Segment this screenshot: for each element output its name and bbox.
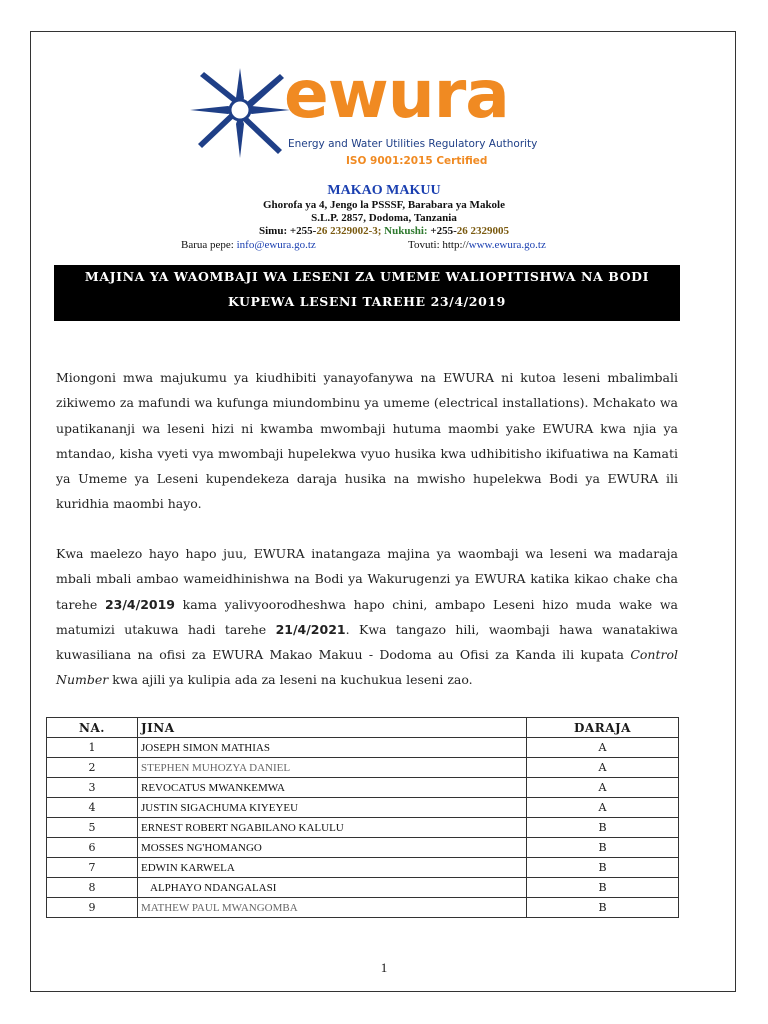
table-row (47, 838, 679, 858)
table-row (47, 778, 679, 798)
website-label: Tovuti: http:// (408, 239, 469, 251)
phone-label: Simu: +255- (259, 225, 317, 237)
expiry-date: 21/4/2021 (275, 621, 346, 637)
table-row (47, 878, 679, 898)
approval-date: 23/4/2019 (104, 596, 175, 612)
header-jina: JINA (138, 718, 527, 738)
ewura-logo (190, 56, 550, 172)
phone-fax-line (0, 225, 768, 237)
fax-number: 26 2329005 (456, 225, 509, 237)
email-link[interactable]: info@ewura.go.tz (236, 239, 316, 251)
license-class: B (527, 858, 679, 878)
row-number: 1 (47, 738, 138, 758)
table-header-row (47, 718, 679, 738)
applicant-name: JOSEPH SIMON MATHIAS (138, 738, 527, 758)
applicant-name: MATHEW PAUL MWANGOMBA (138, 898, 527, 918)
p2-text-c: . Kwa tangazo hili, waombaji hawa wanatakiwa kuwasiliana na ofisi za EWURA Makao Makuu - Dodoma au Ofisi za Kanda ili kupata (56, 621, 679, 663)
table-row (47, 798, 679, 818)
applicant-name: ERNEST ROBERT NGABILANO KALULU (138, 818, 527, 838)
banner-title-line-1: MAJINA YA WAOMBAJI WA LESENI ZA UMEME WALIOPITISHWA NA BODI (84, 269, 650, 284)
license-class: A (527, 778, 679, 798)
phone-number: 26 2329002-3; (316, 225, 382, 237)
table-row (47, 738, 679, 758)
headquarters-title: MAKAO MAKUU (327, 183, 441, 198)
row-number: 9 (47, 898, 138, 918)
star-cross-logo-icon (190, 68, 290, 158)
row-number: 7 (47, 858, 138, 878)
p2-text-d: kwa ajili ya kulipia ada za leseni na kuchukua leseni zao. (108, 672, 473, 688)
email-line (181, 239, 316, 251)
license-class: A (527, 758, 679, 778)
table-row (47, 858, 679, 878)
row-number: 6 (47, 838, 138, 858)
logo-wordmark: ewura (284, 56, 509, 133)
banner-title-line-2: KUPEWA LESENI TAREHE 23/4/2019 (228, 294, 506, 309)
website-link[interactable]: www.ewura.go.tz (468, 239, 546, 251)
address-line-2: S.L.P. 2857, Dodoma, Tanzania (311, 212, 457, 224)
row-number: 2 (47, 758, 138, 778)
applicant-name: MOSSES NG'HOMANGO (138, 838, 527, 858)
p2-text-b: kama yalivyoorodheshwa hapo chini, ambapo Leseni hizo muda wake wa matumizi utakuwa hadi tarehe (56, 596, 678, 637)
row-number: 5 (47, 818, 138, 838)
applicant-name: ALPHAYO NDANGALASI (138, 878, 527, 898)
license-class: A (527, 738, 679, 758)
fax-label: Nukushi: (381, 225, 428, 237)
row-number: 4 (47, 798, 138, 818)
row-number: 3 (47, 778, 138, 798)
license-class: B (527, 838, 679, 858)
fax-prefix: +255- (427, 225, 457, 237)
website-line (408, 239, 546, 251)
license-class: A (527, 798, 679, 818)
licensed-applicants-table (46, 717, 679, 918)
applicant-name: EDWIN KARWELA (138, 858, 527, 878)
control-number-term: Control Number (56, 647, 678, 688)
applicant-name: STEPHEN MUHOZYA DANIEL (138, 758, 527, 778)
address-line-1: Ghorofa ya 4, Jengo la PSSSF, Barabara ya Makole (262, 199, 506, 211)
logo-subtitle: Energy and Water Utilities Regulatory Authority (288, 138, 538, 150)
table-row (47, 758, 679, 778)
p2-text-a: Kwa maelezo hayo hapo juu, EWURA inatangaza majina ya waombaji wa leseni wa madaraja mbali mbali ambao wameidhinishwa na Bodi ya Wakurugenzi ya EWURA katika kikao chake cha tarehe (56, 546, 678, 612)
header-na: NA. (47, 718, 138, 738)
license-class: B (527, 898, 679, 918)
table-row (47, 818, 679, 838)
applicant-name: JUSTIN SIGACHUMA KIYEYEU (138, 798, 527, 818)
row-number: 8 (47, 878, 138, 898)
page-number: 1 (380, 960, 388, 975)
applicant-name: REVOCATUS MWANKEMWA (138, 778, 527, 798)
announcement-paragraph (56, 541, 678, 693)
announcement-banner (54, 265, 680, 321)
header-daraja: DARAJA (527, 718, 679, 738)
license-class: B (527, 878, 679, 898)
license-class: B (527, 818, 679, 838)
email-label: Barua pepe: (181, 239, 237, 251)
table-row (47, 898, 679, 918)
iso-certification: ISO 9001:2015 Certified (346, 155, 488, 167)
intro-paragraph: Miongoni mwa majukumu ya kiudhibiti yanayofanywa na EWURA ni kutoa leseni mbalimbali zikiwemo za mafundi wa kufunga miundombinu ya umeme (electrical installations). Mchakato wa upatikananji wa leseni hizi ni kwamba mwombaji hutuma maombi yake EWURA kwa njia ya mtandao, kisha vyeti vya mwombaji hupelekwa vyuo husika kwa udhibitisho ikifuatiwa na Kamati ya Umeme ya Leseni kupendekeza daraja husika na mwisho hupelekwa Bodi ya EWURA ili kuridhia maombi hayo. (56, 370, 678, 512)
